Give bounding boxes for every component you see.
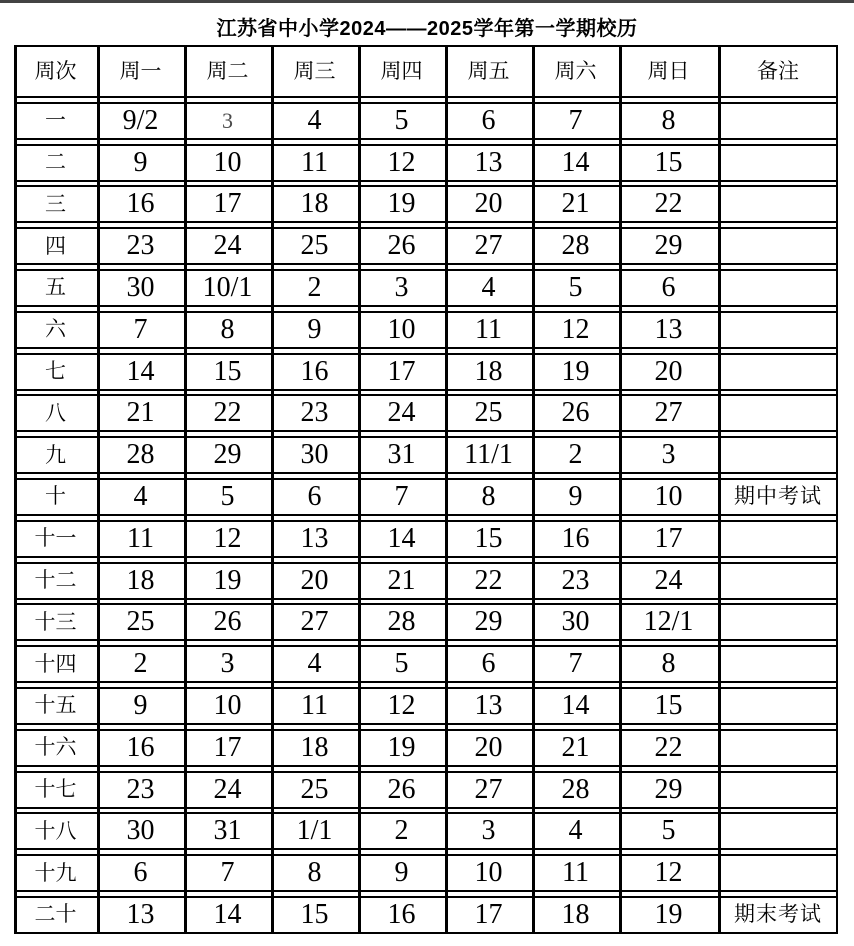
day-cell-thursday: 26 <box>387 230 416 262</box>
day-cell-wednesday: 4 <box>307 104 322 136</box>
day-cell-tuesday: 8 <box>220 313 235 345</box>
day-cell-saturday: 28 <box>561 230 590 262</box>
header-cell-monday: 周一 <box>119 59 162 83</box>
day-cell-thursday: 19 <box>387 188 416 220</box>
day-cell-saturday: 21 <box>561 731 590 763</box>
day-cell-friday: 15 <box>474 522 503 554</box>
week-number-cell: 十六 <box>34 735 77 760</box>
table-row <box>14 562 838 600</box>
day-cell-wednesday: 13 <box>300 522 329 554</box>
day-cell-friday: 27 <box>474 230 503 262</box>
day-cell-tuesday: 24 <box>213 230 242 262</box>
day-cell-sunday: 15 <box>654 689 683 721</box>
note-cell <box>718 187 838 221</box>
day-cell-tuesday: 22 <box>213 397 242 429</box>
day-cell-wednesday: 2 <box>307 271 322 303</box>
day-cell-wednesday: 15 <box>300 898 329 930</box>
day-cell-tuesday: 12 <box>213 522 242 554</box>
note-cell: 期中考试 <box>734 484 822 509</box>
day-cell-saturday: 19 <box>561 355 590 387</box>
note-cell <box>718 605 838 639</box>
header-cell-thursday: 周四 <box>380 59 423 83</box>
day-cell-tuesday: 10/1 <box>202 271 253 303</box>
note-cell <box>718 229 838 263</box>
table-row <box>14 436 838 474</box>
day-cell-sunday: 22 <box>654 731 683 763</box>
day-cell-saturday: 12 <box>561 313 590 345</box>
day-cell-monday: 9 <box>133 689 148 721</box>
day-cell-saturday: 23 <box>561 564 590 596</box>
day-cell-sunday: 19 <box>654 898 683 930</box>
day-cell-thursday: 14 <box>387 522 416 554</box>
day-cell-monday: 11 <box>127 522 154 554</box>
week-number-cell: 十九 <box>34 860 77 885</box>
day-cell-thursday: 24 <box>387 397 416 429</box>
day-cell-wednesday: 4 <box>307 648 322 680</box>
day-cell-monday: 25 <box>126 606 155 638</box>
day-cell-sunday: 12 <box>654 857 683 889</box>
day-cell-monday: 4 <box>133 480 148 512</box>
day-cell-tuesday: 3 <box>220 648 235 680</box>
day-cell-thursday: 5 <box>394 104 409 136</box>
table-vertical-rule <box>532 45 535 934</box>
day-cell-monday: 16 <box>126 188 155 220</box>
day-cell-saturday: 7 <box>568 104 583 136</box>
table-row <box>14 812 838 850</box>
day-cell-saturday: 5 <box>568 271 583 303</box>
day-cell-sunday: 17 <box>654 522 683 554</box>
note-cell <box>718 438 838 472</box>
day-cell-saturday: 9 <box>568 480 583 512</box>
day-cell-monday: 30 <box>126 815 155 847</box>
table-row <box>14 311 838 349</box>
note-cell <box>718 773 838 807</box>
table-row <box>14 771 838 809</box>
day-cell-monday: 14 <box>126 355 155 387</box>
day-cell-wednesday: 16 <box>300 355 329 387</box>
day-cell-wednesday: 30 <box>300 439 329 471</box>
day-cell-tuesday: 29 <box>213 439 242 471</box>
day-cell-friday: 4 <box>481 271 496 303</box>
day-cell-tuesday: 14 <box>213 898 242 930</box>
week-number-cell: 九 <box>45 442 66 467</box>
day-cell-sunday: 5 <box>661 815 676 847</box>
day-cell-sunday: 29 <box>654 773 683 805</box>
header-cell-saturday: 周六 <box>554 59 597 83</box>
day-cell-saturday: 16 <box>561 522 590 554</box>
table-row <box>14 394 838 432</box>
day-cell-wednesday: 25 <box>300 773 329 805</box>
day-cell-thursday: 17 <box>387 355 416 387</box>
table-row <box>14 353 838 391</box>
day-cell-monday: 9/2 <box>122 104 159 136</box>
note-cell <box>718 731 838 765</box>
table-row <box>14 227 838 265</box>
table-vertical-rule <box>619 45 622 934</box>
table-vertical-rule <box>836 45 839 934</box>
day-cell-sunday: 6 <box>661 271 676 303</box>
day-cell-monday: 21 <box>126 397 155 429</box>
day-cell-friday: 25 <box>474 397 503 429</box>
table-row <box>14 687 838 725</box>
day-cell-monday: 23 <box>126 773 155 805</box>
table-vertical-rule <box>271 45 274 934</box>
day-cell-monday: 13 <box>126 898 155 930</box>
day-cell-wednesday: 6 <box>307 480 322 512</box>
day-cell-friday: 11/1 <box>464 439 513 471</box>
table-vertical-rule <box>14 45 17 934</box>
day-cell-sunday: 27 <box>654 397 683 429</box>
header-cell-week-number: 周次 <box>34 59 77 83</box>
day-cell-friday: 8 <box>481 480 496 512</box>
day-cell-thursday: 19 <box>387 731 416 763</box>
day-cell-thursday: 12 <box>387 689 416 721</box>
table-vertical-rule <box>445 45 448 934</box>
table-row <box>14 185 838 223</box>
week-number-cell: 二 <box>45 150 66 175</box>
day-cell-wednesday: 11 <box>301 689 328 721</box>
day-cell-saturday: 4 <box>568 815 583 847</box>
note-cell <box>718 271 838 305</box>
day-cell-wednesday: 27 <box>300 606 329 638</box>
day-cell-monday: 2 <box>133 648 148 680</box>
day-cell-sunday: 8 <box>661 648 676 680</box>
table-header-row <box>14 45 838 98</box>
table-vertical-rule <box>184 45 187 934</box>
week-number-cell: 二十 <box>34 902 77 927</box>
note-cell <box>718 689 838 723</box>
day-cell-thursday: 3 <box>394 271 409 303</box>
day-cell-saturday: 7 <box>568 648 583 680</box>
day-cell-sunday: 22 <box>654 188 683 220</box>
day-cell-sunday: 3 <box>661 439 676 471</box>
week-number-cell: 十 <box>45 484 66 509</box>
table-row <box>14 520 838 558</box>
note-cell <box>718 522 838 556</box>
day-cell-friday: 11 <box>475 313 502 345</box>
day-cell-tuesday: 19 <box>213 564 242 596</box>
table-row <box>14 603 838 641</box>
day-cell-friday: 18 <box>474 355 503 387</box>
day-cell-saturday: 14 <box>561 146 590 178</box>
day-cell-monday: 9 <box>133 146 148 178</box>
day-cell-monday: 6 <box>133 857 148 889</box>
week-number-cell: 七 <box>45 359 66 384</box>
table-row <box>14 645 838 683</box>
day-cell-tuesday: 31 <box>213 815 242 847</box>
day-cell-tuesday: 7 <box>220 857 235 889</box>
day-cell-thursday: 26 <box>387 773 416 805</box>
day-cell-monday: 28 <box>126 439 155 471</box>
table-row <box>14 896 838 934</box>
week-number-cell: 八 <box>45 400 66 425</box>
day-cell-thursday: 9 <box>394 857 409 889</box>
day-cell-sunday: 24 <box>654 564 683 596</box>
day-cell-sunday: 10 <box>654 480 683 512</box>
table-row <box>14 144 838 182</box>
day-cell-thursday: 28 <box>387 606 416 638</box>
day-cell-monday: 7 <box>133 313 148 345</box>
week-number-cell: 六 <box>45 317 66 342</box>
day-cell-saturday: 11 <box>562 857 589 889</box>
note-cell <box>718 647 838 681</box>
day-cell-tuesday: 10 <box>213 146 242 178</box>
day-cell-saturday: 30 <box>561 606 590 638</box>
day-cell-saturday: 28 <box>561 773 590 805</box>
day-cell-friday: 13 <box>474 146 503 178</box>
week-number-cell: 五 <box>45 275 66 300</box>
day-cell-tuesday: 17 <box>213 188 242 220</box>
table-row <box>14 102 838 140</box>
week-number-cell: 十一 <box>34 526 77 551</box>
day-cell-saturday: 2 <box>568 439 583 471</box>
day-cell-thursday: 10 <box>387 313 416 345</box>
day-cell-saturday: 21 <box>561 188 590 220</box>
day-cell-tuesday: 15 <box>213 355 242 387</box>
day-cell-sunday: 13 <box>654 313 683 345</box>
header-cell-wednesday: 周三 <box>293 59 336 83</box>
note-cell <box>718 313 838 347</box>
day-cell-thursday: 31 <box>387 439 416 471</box>
day-cell-friday: 6 <box>481 104 496 136</box>
day-cell-monday: 18 <box>126 564 155 596</box>
header-cell-friday: 周五 <box>467 59 510 83</box>
day-cell-sunday: 15 <box>654 146 683 178</box>
day-cell-monday: 23 <box>126 230 155 262</box>
day-cell-friday: 29 <box>474 606 503 638</box>
day-cell-tuesday: 24 <box>213 773 242 805</box>
day-cell-sunday: 8 <box>661 104 676 136</box>
day-cell-wednesday: 1/1 <box>296 815 333 847</box>
day-cell-thursday: 5 <box>394 648 409 680</box>
day-cell-thursday: 7 <box>394 480 409 512</box>
week-number-cell: 一 <box>45 108 66 133</box>
page-title: 江苏省中小学2024——2025学年第一学期校历 <box>216 18 638 40</box>
day-cell-thursday: 12 <box>387 146 416 178</box>
day-cell-sunday: 12/1 <box>643 606 694 638</box>
day-cell-friday: 20 <box>474 731 503 763</box>
day-cell-wednesday: 23 <box>300 397 329 429</box>
day-cell-monday: 30 <box>126 271 155 303</box>
day-cell-wednesday: 18 <box>300 188 329 220</box>
week-number-cell: 十三 <box>34 609 77 634</box>
table-vertical-rule <box>97 45 100 934</box>
day-cell-friday: 3 <box>481 815 496 847</box>
header-cell-tuesday: 周二 <box>206 59 249 83</box>
day-cell-friday: 17 <box>474 898 503 930</box>
day-cell-thursday: 16 <box>387 898 416 930</box>
calendar-table <box>14 45 838 934</box>
day-cell-tuesday: 5 <box>220 480 235 512</box>
day-cell-friday: 20 <box>474 188 503 220</box>
day-cell-friday: 6 <box>481 648 496 680</box>
table-vertical-rule <box>718 45 721 934</box>
note-cell <box>718 355 838 389</box>
header-cell-notes: 备注 <box>757 59 799 83</box>
day-cell-tuesday: 10 <box>213 689 242 721</box>
day-cell-friday: 22 <box>474 564 503 596</box>
week-number-cell: 十二 <box>34 568 77 593</box>
note-cell <box>718 856 838 890</box>
header-cell-sunday: 周日 <box>647 59 690 83</box>
day-cell-sunday: 20 <box>654 355 683 387</box>
day-cell-tuesday: 26 <box>213 606 242 638</box>
day-cell-monday: 16 <box>126 731 155 763</box>
week-number-cell: 三 <box>45 191 66 216</box>
day-cell-friday: 13 <box>474 689 503 721</box>
note-cell <box>718 564 838 598</box>
week-number-cell: 十七 <box>34 777 77 802</box>
top-edge-rule <box>0 0 854 3</box>
day-cell-wednesday: 8 <box>307 857 322 889</box>
day-cell-tuesday: 3 <box>222 107 233 133</box>
week-number-cell: 十八 <box>34 818 77 843</box>
day-cell-wednesday: 18 <box>300 731 329 763</box>
day-cell-friday: 10 <box>474 857 503 889</box>
note-cell <box>718 396 838 430</box>
day-cell-sunday: 29 <box>654 230 683 262</box>
day-cell-friday: 27 <box>474 773 503 805</box>
table-row <box>14 729 838 767</box>
note-cell <box>718 104 838 138</box>
table-row <box>14 269 838 307</box>
week-number-cell: 四 <box>45 233 66 258</box>
day-cell-saturday: 14 <box>561 689 590 721</box>
table-vertical-rule <box>358 45 361 934</box>
day-cell-saturday: 26 <box>561 397 590 429</box>
day-cell-saturday: 18 <box>561 898 590 930</box>
day-cell-tuesday: 17 <box>213 731 242 763</box>
day-cell-wednesday: 25 <box>300 230 329 262</box>
day-cell-wednesday: 11 <box>301 146 328 178</box>
note-cell: 期末考试 <box>734 902 822 927</box>
week-number-cell: 十五 <box>34 693 77 718</box>
day-cell-wednesday: 9 <box>307 313 322 345</box>
note-cell <box>718 814 838 848</box>
table-row <box>14 854 838 892</box>
table-row <box>14 478 838 516</box>
day-cell-thursday: 2 <box>394 815 409 847</box>
day-cell-thursday: 21 <box>387 564 416 596</box>
note-cell <box>718 146 838 180</box>
day-cell-wednesday: 20 <box>300 564 329 596</box>
week-number-cell: 十四 <box>34 651 77 676</box>
